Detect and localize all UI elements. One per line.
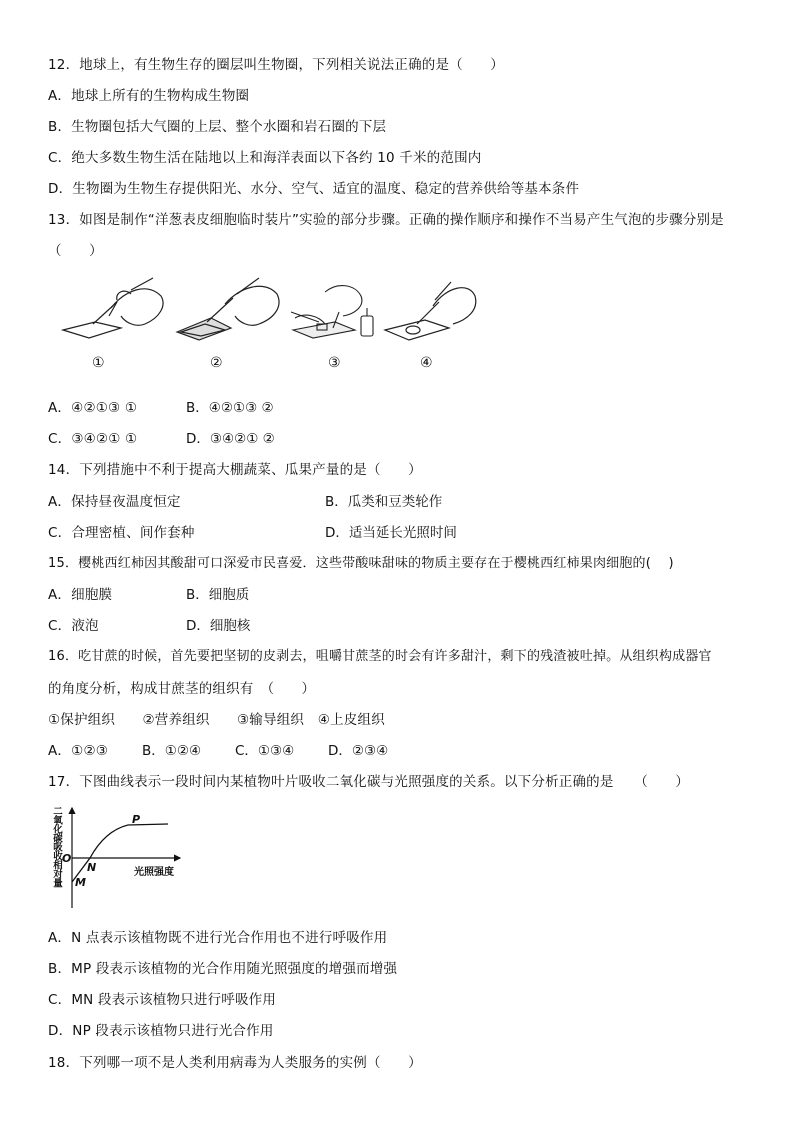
q15-option-c: C．液泡 bbox=[48, 618, 99, 634]
graph-point-p: P bbox=[132, 813, 141, 826]
step-4-illustration bbox=[385, 282, 476, 340]
q17-option-c: C．MN 段表示该植物只进行呼吸作用 bbox=[48, 992, 277, 1008]
q13-stem-line2: （ ） bbox=[48, 243, 103, 259]
q15-option-d: D．细胞核 bbox=[186, 618, 251, 634]
graph-origin-label: O bbox=[62, 852, 72, 865]
q18-stem: 18．下列哪一项不是人类利用病毒为人类服务的实例（ ） bbox=[48, 1055, 422, 1071]
q13-figure-label-2: ② bbox=[210, 355, 223, 371]
q12-option-b: B．生物圈包括大气圈的上层、整个水圈和岩石圈的下层 bbox=[48, 119, 387, 135]
q17-option-b: B．MP 段表示该植物的光合作用随光照强度的增强而增强 bbox=[48, 961, 398, 977]
q13-option-a: A．④②①③ ① bbox=[48, 400, 138, 416]
q13-figure-label-1: ① bbox=[92, 355, 105, 371]
q16-option-c: C．①③④ bbox=[235, 743, 295, 759]
graph-ylabel: 二氧化碳吸收相对量 bbox=[51, 806, 62, 887]
q16-stem-line2: 的角度分析，构成甘蔗茎的组织有 （ ） bbox=[48, 681, 316, 697]
step-3-illustration bbox=[291, 286, 373, 338]
q13-stem-line1: 13．如图是制作“洋葱表皮细胞临时装片”实验的部分步骤。正确的操作顺序和操作不当易产生气泡的步骤分别是 bbox=[48, 212, 724, 228]
q13-figure-label-3: ③ bbox=[328, 355, 341, 371]
q17-option-a: A．N 点表示该植物既不进行光合作用也不进行呼吸作用 bbox=[48, 930, 388, 946]
q17-stem: 17．下图曲线表示一段时间内某植物叶片吸收二氧化碳与光照强度的关系。以下分析正确的是 （ ） bbox=[48, 774, 690, 790]
q12-option-d: D．生物圈为生物生存提供阳光、水分、空气、适宜的温度、稳定的营养供给等基本条件 bbox=[48, 181, 580, 197]
q16-option-b: B．①②④ bbox=[142, 743, 202, 759]
q13-option-b: B．④②①③ ② bbox=[186, 400, 274, 416]
q13-option-c: C．③④②① ① bbox=[48, 431, 138, 447]
q13-figure bbox=[55, 272, 475, 352]
graph-point-m: M bbox=[75, 876, 86, 889]
q16-tissue-list: ①保护组织 ②营养组织 ③输导组织 ④上皮组织 bbox=[48, 712, 385, 728]
q14-option-c: C．合理密植、间作套种 bbox=[48, 525, 195, 541]
graph-point-n: N bbox=[87, 861, 97, 874]
step-2-illustration bbox=[177, 278, 279, 340]
graph-xlabel: 光照强度 bbox=[134, 867, 174, 878]
q15-option-b: B．细胞质 bbox=[186, 587, 250, 603]
q16-stem-line1: 16．吃甘蔗的时候，首先要把坚韧的皮剥去，咀嚼甘蔗茎的时会有许多甜汁，剩下的残渣被吐掉。从组织构成器官 bbox=[48, 649, 712, 664]
q12-option-a: A．地球上所有的生物构成生物圈 bbox=[48, 88, 250, 104]
q14-option-a: A．保持昼夜温度恒定 bbox=[48, 494, 181, 510]
q12-stem: 12．地球上，有生物生存的圈层叫生物圈，下列相关说法正确的是（ ） bbox=[48, 57, 504, 73]
q16-option-d: D．②③④ bbox=[328, 743, 389, 759]
q15-option-a: A．细胞膜 bbox=[48, 587, 113, 603]
q16-option-a: A．①②③ bbox=[48, 743, 109, 759]
q12-option-c: C．绝大多数生物生活在陆地以上和海洋表面以下各约 10 千米的范围内 bbox=[48, 150, 482, 166]
q14-option-b: B．瓜类和豆类轮作 bbox=[325, 494, 443, 510]
step-1-illustration bbox=[63, 278, 163, 338]
q15-stem: 15．樱桃西红柿因其酸甜可口深爱市民喜爱．这些带酸味甜味的物质主要存在于樱桃西红柿果肉细胞的( ) bbox=[48, 556, 674, 571]
q17-option-d: D．NP 段表示该植物只进行光合作用 bbox=[48, 1023, 274, 1039]
q14-stem: 14．下列措施中不利于提高大棚蔬菜、瓜果产量的是（ ） bbox=[48, 462, 422, 478]
q13-figure-label-4: ④ bbox=[420, 355, 433, 371]
q14-option-d: D．适当延长光照时间 bbox=[325, 525, 457, 541]
q13-option-d: D．③④②① ② bbox=[186, 431, 275, 447]
